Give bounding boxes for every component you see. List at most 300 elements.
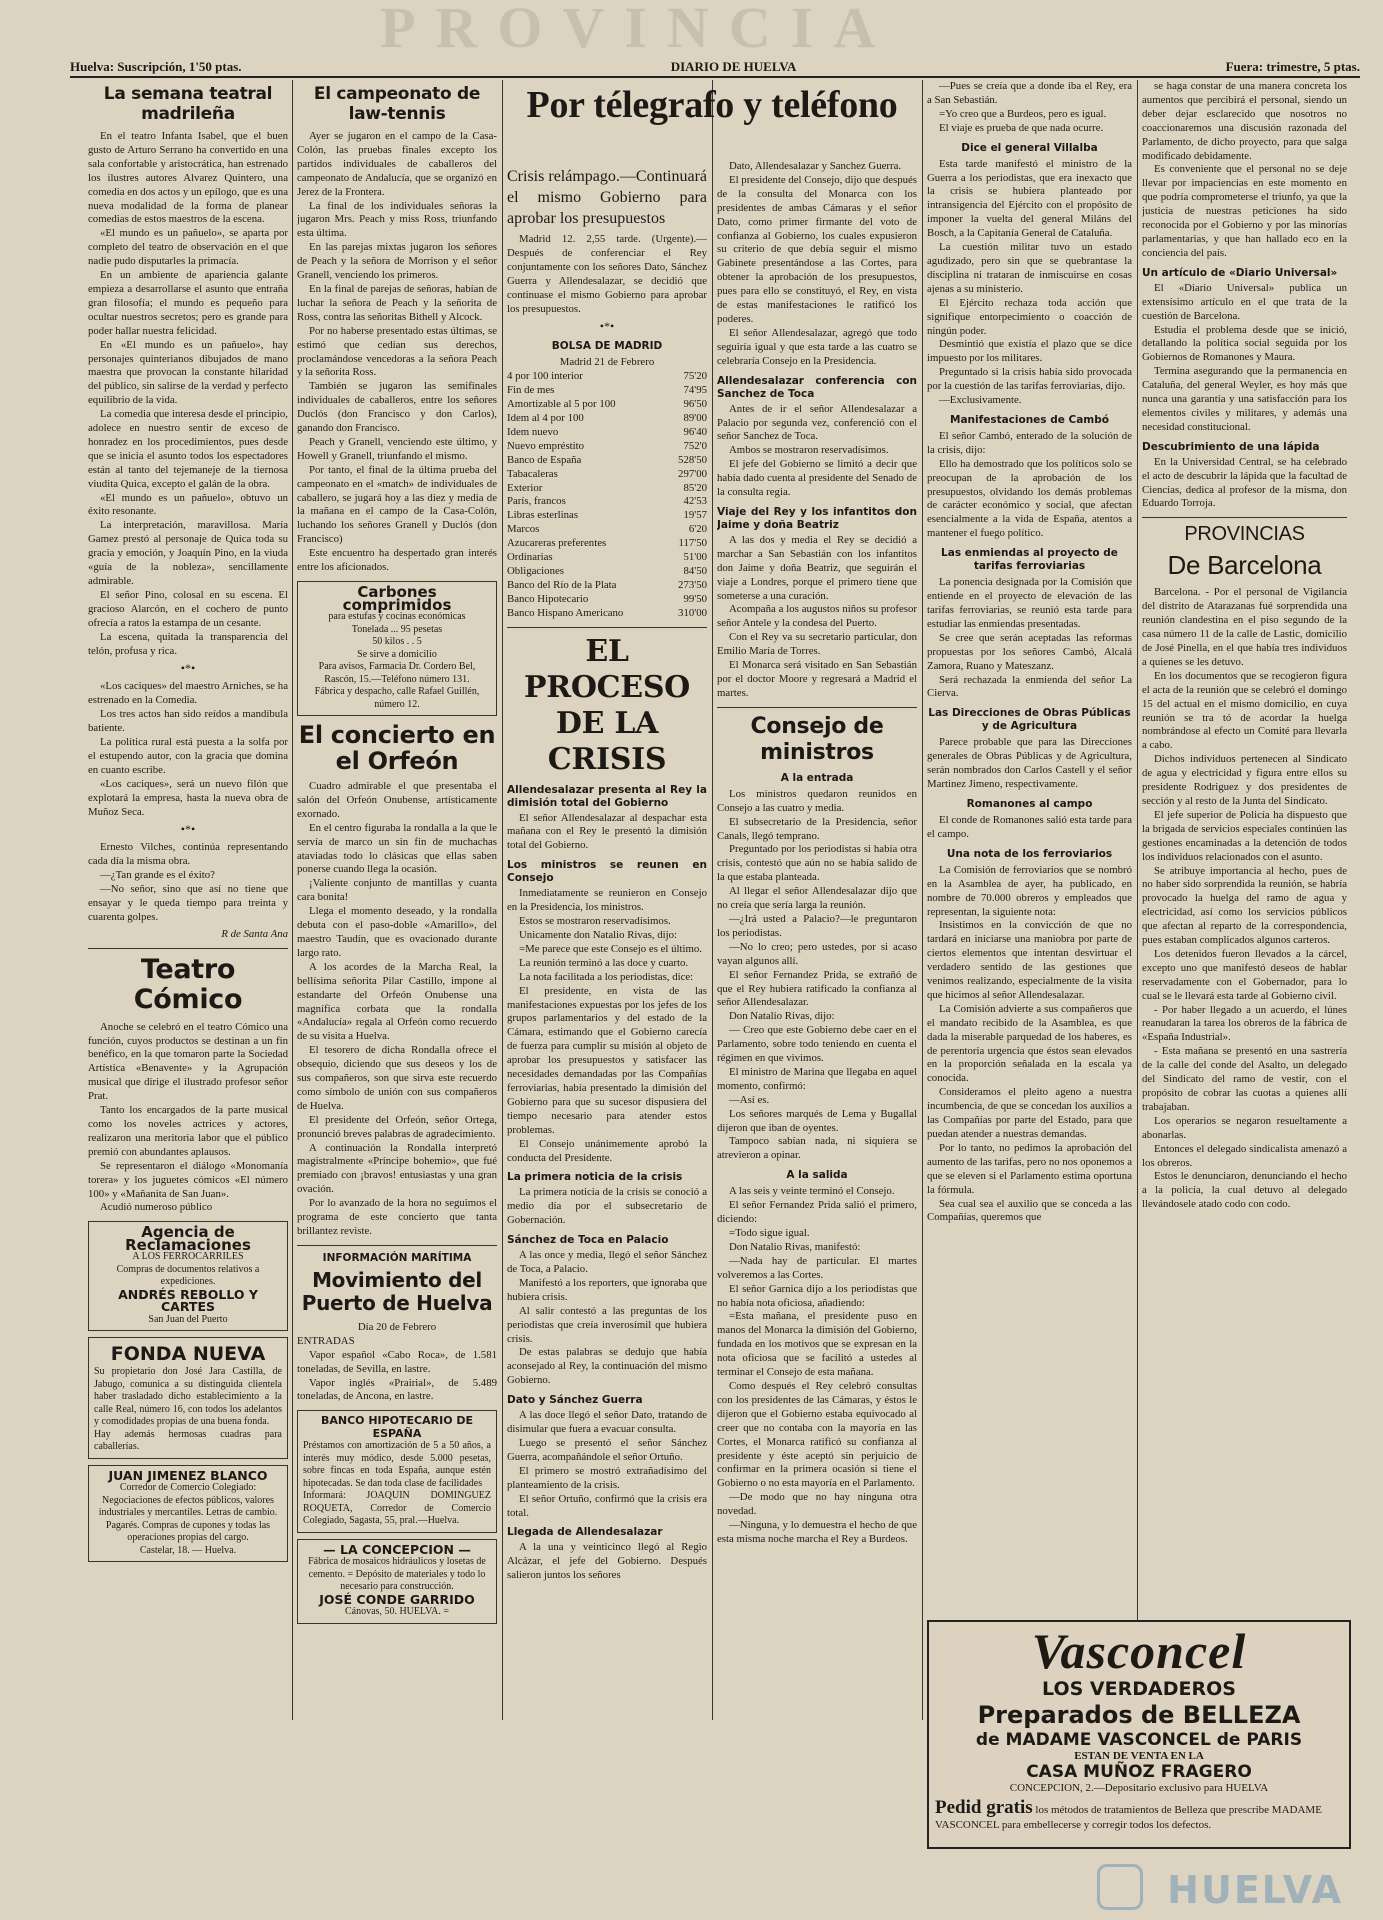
bolsa-value: 96'40 (683, 425, 707, 438)
paragraph: La cuestión militar tuvo un estado agudizado, pero sin que se quebrantase la disciplina ni trataran de inmiscuirse en cosas ajenas a su ministerio. (927, 241, 1132, 295)
library-logo-icon (1097, 1864, 1143, 1910)
article-body (927, 736, 1132, 792)
article-body (1142, 80, 1347, 261)
article-body (927, 158, 1132, 408)
paragraph: Será rechazada la enmienda del señor La Cierva. (927, 673, 1132, 700)
bolsa-row (507, 509, 707, 523)
bolsa-row (507, 523, 707, 537)
ad-concepcion (297, 1539, 497, 1624)
paragraph: Ernesto Vilches, continúa representando cada día la misma obra. (88, 841, 288, 868)
paragraph: «Los caciques», será un nuevo filón que explotará la empresa, hasta la nueva obra de Muñoz Seca. (88, 777, 288, 818)
bolsa-value: 99'50 (683, 592, 707, 605)
bolsa-row (507, 412, 707, 426)
paragraph: —De modo que no hay ninguna otra novedad. (717, 1491, 917, 1518)
bolsa-row (507, 468, 707, 482)
ad-addr: Castelar, 18. — Huelva. (139, 1544, 237, 1556)
bolsa-row (507, 454, 707, 468)
bolsa-value: 42'53 (683, 495, 707, 508)
paragraph: En el centro figuraba la rondalla a la que le servía de marco un sin fin de muchachas ataviadas todo lo clásicas que ellas saben ponerse cuando llega la ocasión. (297, 821, 497, 876)
paragraph: El «Diario Universal» publica un extensísimo artículo en el que trata de la cuestión de Barcelona. (1142, 281, 1347, 322)
bolsa-label: Banco de España (507, 453, 582, 466)
paragraph: =Me parece que este Consejo es el último. (519, 942, 702, 955)
paragraph: En los documentos que se recogieron figura el acta de la reunión que se celebró el domingo 15 del actual en el mismo domicilio, en cuya reunión se tra tó de acordar la huelga nombrándose al efecto un Comité para llevarla a cabo. (1142, 669, 1347, 752)
paragraph: El señor Pino, colosal en su escena. El gracioso Alarcón, en el cochero de punto ofrecía a ratos la estampa de un cesante. (88, 588, 288, 629)
paragraph: Ayer se jugaron en el campo de la Casa-Colón, las pruebas finales excepto los partidos individuales de caballeros del campeonato de Andalucía, que se organizó en Jerez de la Frontera. (297, 130, 497, 198)
subsection-title: Un artículo de «Diario Universal» (1142, 266, 1338, 279)
paragraph: —Pues se creía que a donde iba el Rey, era a San Sebastián. (927, 80, 1132, 106)
subsection-title: Llegada de Allendesalazar (507, 1526, 663, 1539)
section-label: A la salida (786, 1169, 848, 1182)
article-body (88, 130, 288, 658)
bolsa-row (507, 440, 707, 454)
ad-line: LOS VERDADEROS (1042, 1678, 1236, 1700)
bolsa-value: 84'50 (683, 564, 707, 577)
ad-banco (297, 1410, 497, 1533)
ad-title: FONDA NUEVA (110, 1343, 266, 1366)
paragraph: Llega el momento deseado, y la rondalla debuta con el paso-doble «Amarillo», del maestro Taudín, que es ovacionado durante largo rato. (297, 905, 497, 959)
bolsa-value: 96'50 (683, 398, 707, 411)
paragraph: La reunión terminó a las doce y cuarto. (519, 956, 689, 969)
paragraph: La comedia que interesa desde el principio, adolece en nuestro sentir de exceso de honradez en los procedimientos, pues desde que se inicia el asunto todos los espectadores están al tanto del tejemaneje de la tiernosa viudita Quica, excepto el galán de la obra. (88, 408, 288, 490)
paragraph: Con el Rey va su secretario particular, don Emilio María de Torres. (717, 631, 917, 658)
bolsa-value: 297'00 (678, 467, 707, 480)
article-title: El concierto en el Orfeón (298, 721, 496, 775)
ad-agencia (88, 1221, 288, 1331)
paragraph: Inmediatamente se reunieron en Consejo en la Presidencia, los ministros. (507, 887, 707, 914)
ad-line: Pedid gratis (935, 1797, 1033, 1818)
paragraph: El señor Ortuño, confirmó que la crisis era total. (507, 1492, 707, 1519)
bolsa-label: Nuevo empréstito (507, 439, 585, 452)
paragraph: El presidente del Consejo, dijo que después de la consulta del Monarca con los presidentes de ambas Cámaras y el señor Dato, como primer firmante del voto de confianza al Gobierno, los cuales expusieron su criterio de que debía seguir el mismo Gabinete presentándose a las Cortes, para obtener la aprobación de los presupuestos, pues para ello se constituyó, el Rey, en vista de estas manifestaciones le ratificó los poderes. (717, 173, 917, 325)
bolsa-value: 85'20 (683, 481, 707, 494)
paragraph: Consideramos el pleito ageno a nuestra incumbencia, de que se concedan los auxilios a las Compañías por parte del Estado, para que puedan atender a nuestras demandas. (927, 1086, 1132, 1140)
article-body (717, 403, 917, 500)
column-rule (502, 80, 503, 1720)
paragraph: En un ambiente de apariencia galante empieza a desarrollarse el asunto que entraña gran filosofía; el mundo es pequeño para ocultar nuestros secretos; pero es grande para poder hallar nuestra felicidad. (88, 269, 288, 337)
paragraph: =Esta mañana, el presidente puso en manos del Monarca la dimisión del Gobierno, fundada en los motivos que se expresan en la nota oficiosa que se facilitó a ustedes al terminar el Consejo de esta mañana. (717, 1310, 917, 1379)
paragraph: Anoche se celebró en el teatro Cómico una función, cuyos productos se destinan a un fin benéfico, en la que tomaron parte la Sociedad Artística «Benavente» y la Agrupación musical que dirige el ilustrado profesor señor Prat. (88, 1020, 288, 1103)
paragraph: Se representaron el diálogo «Monomanía torera» y los juguetes cómicos «El número 100» y «Mañanita de San Juan». (88, 1159, 288, 1200)
paragraph: Tampoco sabían nada, ni siquiera se atrevieron a opinar. (717, 1135, 917, 1162)
ad-vasconcel (927, 1620, 1351, 1849)
paragraph: Tanto los encargados de la parte musical como los noveles actrices y actores, realizaron una meritoria labor que el público premió con abundantes aplausos. (88, 1104, 288, 1158)
paragraph: De estas palabras se dedujo que había aconsejado al Rey, la continuación del mismo Gobierno. (507, 1346, 707, 1387)
bolsa-label: Banco Hipotecario (507, 592, 589, 605)
paragraph: Luego se presentó el señor Sánchez Guerra, acompañándole el señor Ortuño. (507, 1437, 707, 1463)
subheadline: Crisis relámpago.—Continuará el mismo Gobierno para aprobar los presupuestos (507, 168, 707, 227)
article-body (88, 1021, 288, 1216)
paragraph: - Por haber llegado a un acuerdo, el lúnes reanudaran la tarea los obreros de la fábrica de «España Industrial». (1142, 1003, 1347, 1044)
paragraph: Cuadro admirable el que presentaba el salón del Orfeón Onubense, artísticamente exornado. (297, 780, 497, 820)
paragraph: El presidente del Orfeón, señor Ortega, pronunció breves palabras de agradecimiento. (297, 1113, 497, 1140)
column-rule (922, 80, 923, 1720)
bolsa-row (507, 607, 707, 621)
bolsa-label: Banco Hispano Americano (507, 606, 624, 619)
ad-line (929, 1797, 1349, 1831)
ad-title: BANCO HIPOTECARIO DE ESPAÑA (320, 1414, 474, 1440)
paragraph: En «El mundo es un pañuelo», hay personajes quinterianos dibujados de mano maestra que provocan la constante hilaridad del público, sin salirse de la verdad y perfecto equilibrio de la vida. (88, 338, 288, 407)
bolsa-label: Banco del Río de la Plata (507, 578, 617, 591)
bolsa-row (507, 398, 707, 412)
subsection-title: Los ministros se reunen en Consejo (507, 859, 707, 885)
article-title: EL PROCESO DE LA CRISIS (523, 633, 691, 777)
ad-line: Fábrica y despacho, calle Rafael Guillén, número 12. (314, 686, 480, 710)
paragraph: Peach y Granell, venciendo este último, y Howell y Granell, triunfando el mismo. (297, 435, 497, 462)
paragraph: Desmintió que existía el plazo que se dice impuesto por los militares. (927, 338, 1132, 365)
bolsa-label: Amortizable al 5 por 100 (507, 398, 616, 411)
paragraph: —¿Tan grande es el éxito? (100, 869, 215, 882)
article-title: El campeonato de law-tennis (313, 84, 481, 124)
divider (297, 1245, 497, 1246)
signature: R de Santa Ana (221, 927, 288, 940)
paragraph: ¡Valiente conjunto de mantillas y cuanta cara bonita! (297, 877, 497, 904)
ad-title: — LA CONCEPCION — (323, 1541, 471, 1557)
separator-dots: •*• (599, 319, 615, 334)
divider (88, 948, 288, 949)
paragraph: Acudió numeroso público (100, 1201, 213, 1214)
paragraph: Dato, Allendesalazar y Sanchez Guerra. (729, 160, 902, 172)
paragraph: —Así es. (729, 1093, 770, 1106)
article-body (88, 841, 288, 924)
paragraph: Don Natalio Rivas, manifestó: (729, 1240, 861, 1253)
paragraph: Al salir contestó a las preguntas de los periodistas que creía inverosímil que hubiera crisis. (507, 1304, 707, 1345)
ad-body: Negociaciones de efectos públicos, valores industriales y mercantiles. Letras de cambio. Pagarés. Compras de cupones y todas las operaciones propias del cargo. (98, 1494, 278, 1544)
paragraph: —No señor, sino que así no tiene que ensayar y le queda tiempo para treinta y cuarenta golpes. (88, 883, 288, 923)
paragraph: La interpretación, maravillosa. María Gamez prestó al personaje de Quica toda su gracia y emoción, y Joaquín Pino, en la viuda «guía de la nobleza», sencillamente admirable. (88, 519, 288, 587)
bolsa-row (507, 482, 707, 496)
subsection-title: Sánchez de Toca en Palacio (507, 1234, 669, 1247)
paragraph: El Ejército rechaza toda acción que signifique entorpecimiento o coacción de ningún poder. (927, 296, 1132, 337)
paragraph: Los señores marqués de Lema y Bugallal dijeron que iban de oyentes. (717, 1107, 917, 1134)
paragraph: Don Natalio Rivas, dijo: (729, 1010, 835, 1023)
column-rule (1137, 80, 1138, 1720)
article-body (507, 1409, 707, 1520)
paragraph: Este encuentro ha despertado gran interés entre los aficionados. (297, 547, 497, 574)
article-body (1142, 282, 1347, 435)
paragraph: —Ninguna, y lo demuestra el hecho de que esta misma noche marcha el Rey a Burdeos. (717, 1519, 917, 1545)
bolsa-row (507, 370, 707, 384)
paragraph: A las doce llegó el señor Dato, tratando de disimular que fuera a evacuar consulta. (507, 1409, 707, 1436)
article-body (1142, 456, 1347, 512)
article-body (297, 780, 497, 1239)
puerto-date: Día 20 de Febrero (357, 1320, 437, 1333)
article-title: La semana teatral madrileña (103, 84, 273, 124)
bolsa-label: Obligaciones (507, 564, 564, 577)
ad-addr: Cánovas, 50. HUELVA. = (345, 1606, 449, 1618)
paragraph: El viaje es prueba de que nada ocurre. (939, 121, 1104, 134)
article-body (1142, 586, 1347, 1212)
section-label: Romanones al campo (966, 797, 1093, 810)
paragraph: Se atribuye importancia al hecho, pues de no haber sido sorprendida la reunión, se habría provocado la huelga del ramo de agua y electricidad, así como los servicios públicos que afectan al reparto de la correspondencia, pues estaban complicados algunos carteros. (1142, 864, 1347, 947)
ad-sub: A LOS FERROCARRILES (132, 1251, 244, 1263)
paragraph: —Nada hay de particular. El martes volveremos a las Cortes. (717, 1254, 917, 1281)
bolsa-value: 51'00 (683, 551, 707, 564)
bolsa-value: 6'20 (688, 523, 707, 536)
article-body (507, 887, 707, 1165)
section-label: Manifestaciones de Cambó (950, 413, 1109, 426)
paragraph: Se cree que serán aceptadas las reformas propuestas por los señores Cambó, Alcalá Zamora, Ruano y Mateszanz. (927, 631, 1132, 672)
paragraph: —¿Irá usted a Palacio?—le preguntaron los periodistas. (717, 912, 917, 939)
paragraph: A las once y media, llegó el señor Sánchez de Toca, a Palacio. (507, 1249, 707, 1276)
main-headline: Por télegrafo y teléfono (526, 84, 898, 126)
paragraph: —No lo creo; pero ustedes, por si acaso vayan algunos allí. (717, 940, 917, 967)
bolsa-value: 117'50 (678, 537, 707, 550)
paragraph: Ambos se mostraron reservadísimos. (729, 444, 889, 457)
paragraph: También se jugaron las semifinales individuales de caballeros, entre los señores Duclós (don Francisco y don Carlos), ganando don Francisco. (297, 380, 497, 435)
bolsa-row (507, 426, 707, 440)
bolsa-value: 75'20 (683, 370, 707, 383)
ad-line: CASA MUÑOZ FRAGERO (1026, 1762, 1252, 1782)
masthead-right: Fuera: trimestre, 5 ptas. (1225, 59, 1360, 74)
bolsa-label: Idem al 4 por 100 (507, 411, 584, 424)
paragraph: Por no haberse presentado estas últimas, se estimó que cedían sus derechos, proclamándose vencedoras a la señora Peach y la señorita Ross. (297, 324, 497, 379)
paragraph: Preguntado por los periodistas si había otra crisis, contestó que aún no se había salido de la que estaba planteada. (717, 843, 917, 884)
paragraph: La nota facilitada a los periodistas, dice: (519, 970, 694, 983)
paragraph: Manifestó a los reporters, que ignoraba que hubiera crisis. (507, 1276, 707, 1303)
paragraph: Ello ha demostrado que los políticos solo se preocupan de la aprobación de los presupuestos, olvidando los demás problemas de carácter económico y social, que afectan esencialmente a la vida de España, atentos a mantener el fuego político. (927, 457, 1132, 540)
paragraph: En las parejas mixtas jugaron los señores de Peach y la señora de Morrison y el señor Granell, venciendo los primeros. (297, 241, 497, 282)
paragraph: Estos se mostraron reservadísimos. (519, 915, 671, 928)
paragraph: El Consejo unánimemente aprobó la conducta del Presidente. (507, 1137, 707, 1164)
paragraph: En la final de parejas de señoras, habían de luchar la señora de Peach y la señorita de Ross, contra las señoritas Bithell y Alcock. (297, 282, 497, 323)
ad-line: ESTAN DE VENTA EN LA (1074, 1750, 1204, 1762)
ad-line: Para avisos, Farmacia Dr. Cordero Bel, Rascón, 15.—Teléfono número 131. (318, 661, 476, 685)
subsection-title: Viaje del Rey y los infantitos don Jaime y doña Beatriz (717, 505, 917, 531)
puerto-entradas: ENTRADAS (297, 1334, 355, 1347)
bolsa-value: 74'95 (683, 384, 707, 397)
section-label: BOLSA DE MADRID (551, 340, 663, 353)
article-body (717, 788, 917, 1163)
article-body (717, 534, 917, 701)
paragraph: —Exclusivamente. (939, 394, 1022, 407)
paragraph: Barcelona. - Por el personal de Vigilancia del distrito de Atarazanas fué sorprendida una reunión clandestina en el piso segundo de la casa número 11 de la calle de Lastic, domicilio de José Pinella, en el que había tres individuos a quienes se les detuvo. (1142, 586, 1347, 668)
paragraph: Dichos individuos pertenecen al Sindicato de agua y electricidad y figura entre ellos su presidente Rodriguez y dos presidentes de sección y al resto de la Junta del Sindicato. (1142, 753, 1347, 807)
ad-title: Agencia de Reclamaciones (125, 1223, 251, 1254)
ad-role: Corredor de Comercio Colegiado: (119, 1482, 257, 1494)
section-title: PROVINCIAS (1184, 523, 1305, 546)
puerto-entry: Vapor español «Cabo Roca», de 1.581 toneladas, de Sevilla, en lastre. (297, 1348, 497, 1375)
section-label: A la entrada (780, 771, 854, 784)
paragraph: Termina asegurando que la permanencia en Cataluña, del general Weyler, es hoy más que nunca una garantía y una satisfacción para los elementos civiles y militares, y además una necesidad constitucional. (1142, 365, 1347, 433)
bolsa-label: Idem nuevo (507, 425, 559, 438)
puerto-entry: Vapor inglés «Prairial», de 5.489 toneladas, de Ancona, en lastre. (297, 1376, 497, 1403)
ad-brand-logo: Vasconcel (1031, 1623, 1247, 1679)
separator-dots: •*• (180, 661, 196, 676)
divider (717, 707, 917, 708)
divider (1142, 517, 1347, 518)
article-body (927, 80, 1132, 136)
ad-line: CONCEPCION, 2.—Depositario exclusivo para HUELVA (1009, 1782, 1269, 1794)
bolsa-value: 528'50 (678, 453, 707, 466)
paragraph: Los ministros quedaron reunidos en Consejo a las cuatro y media. (717, 787, 917, 814)
watermark: HUELVA (1167, 1868, 1343, 1912)
column-rule (292, 80, 293, 1720)
paragraph: La política rural está puesta a la solfa por el estupendo autor, con la gracia que domina en cuanto escribe. (88, 735, 288, 776)
ad-name: JUAN JIMENEZ BLANCO (108, 1467, 268, 1483)
ad-line: Tonelada ... 95 pesetas (351, 623, 443, 635)
ad-title: Carbones comprimidos (342, 583, 452, 614)
masthead-center: DIARIO DE HUELVA (670, 59, 797, 74)
paragraph: El jefe del Gobierno se limitó a decir que había dado cuenta al presidente del Senado de la consulta regia. (717, 458, 917, 499)
paragraph: — Creo que este Gobierno debe caer en el Parlamento, sobre todo teniendo en cuenta el régimen en que vivimos. (717, 1024, 917, 1065)
paragraph: El señor Allendesalazar, agregó que todo seguiría igual y que esta tarde a las cuatro se celebraría Consejo en la Presidencia. (717, 326, 917, 367)
article-body (88, 680, 288, 819)
column-rule (712, 80, 713, 1720)
paragraph: Sea cual sea el auxilio que se conceda a las Compañías, queremos que (927, 1197, 1132, 1224)
bolsa-label: Libras esterlinas (507, 509, 579, 522)
paragraph: Es conveniente que el personal no se deje llevar por impaciencias en este momento en que podría comprometerse el triunfo, ya que la justicia de nuestras peticiones ha sido reconocida por el Gobierno y por las minorías parlamentarias, y que han hallado eco en la conciencia del país. (1142, 163, 1347, 259)
ad-line: Preparados de BELLEZA (977, 1701, 1301, 1729)
dispatch: Madrid 12. 2,55 tarde. (Urgente).— Después de conferenciar el Rey conjuntamente con los señores Dato, Sánchez Guerra y Allendesalazar, se decidió que continuase el mismo Gobierno para aprobar los presupuestos. (507, 233, 707, 315)
paragraph: Por tanto, el final de la última prueba del campeonato en el «match» de individuales de caballero, se jugará hoy a las diez y media de la mañana en el campo de la Casa-Colón, luchando los señores Granell y Duclós (don Francisco) (297, 463, 497, 546)
bolsa-row (507, 593, 707, 607)
article-body (507, 1249, 707, 1388)
ad-body: Su propietario don José Jara Castilla, de Jabugo, comunica a su distinguida clientela haber trasladado dicho establecimiento a la calle Real, número 16, con todos los adelantos y comodidades propias de una buena fonda. (94, 1366, 282, 1428)
paragraph: Los tres actos han sido reídos a mandíbula batiente. (88, 708, 288, 735)
paragraph: Estos le denunciaron, denunciando el hecho a la policía, la cual detuvo al delegado llevándosele atado codo con codo. (1142, 1170, 1347, 1211)
paragraph: Unicamente don Natalio Rivas, dijo: (519, 929, 678, 941)
bolsa-table (507, 370, 707, 620)
paragraph: El conde de Romanones salió esta tarde para el campo. (927, 813, 1132, 840)
bolsa-row (507, 537, 707, 551)
ad-info: Informará: JOAQUIN DOMINGUEZ ROQUETA, Corredor de Comercio Colegiado, Sagasta, 55, pral.—Huelva. (303, 1490, 491, 1527)
paragraph: A los acordes de la Marcha Real, la bellísima señorita Pilar Castillo, impone al estandarte del Orfeón Onubense una magnífica corbata que la rondalla «Andalucía» regala al Orfeón como recuerdo de su visita a Huelva. (297, 960, 497, 1043)
paragraph: El presidente, en vista de las manifestaciones expuestas por los jefes de los grupos parlamentarios y del estado de la Cámara, estimando que el Gobierno carecía de fuerza para cumplir su misión al objeto de aprobar los presupuestos y satisfacer las necesidades demandadas por las Compañías ferroviarias, había presentado la dimisión del Gobierno para que su sucesor dispusiera del tiempo necesario para atender estos problemas. (507, 984, 707, 1136)
bolsa-row (507, 384, 707, 398)
subsection-title: Descubrimiento de una lápida (1142, 440, 1320, 453)
paragraph: En la Universidad Central, se ha celebrado el acto de descubrir la lápida que la facultad de Ciencias, dedica al profesor de la misma, don Eduardo Torroja. (1142, 455, 1347, 510)
paragraph: - Esta mañana se presentó en una sastrería de la calle del conde del Asalto, un delegado del Sindicato del ramo de vestir, con el propósito de cobrar las cuotas a quienes allí trabajaban. (1142, 1045, 1347, 1113)
paragraph: Entonces el delegado sindicalista amenazó a los obreros. (1142, 1142, 1347, 1169)
paragraph: Insistimos en la convicción de que no tardará en iniciarse una maniobra por parte de ciertos elementos que intentan desvirtuar el verdadero sentido de las gestiones que venimos realizando, especialmente de la visita que hicimos al señor Allendesalazar. (927, 919, 1132, 1001)
ad-line: 50 kilos . . 5 (372, 636, 422, 647)
paragraph: El subsecretario de la Presidencia, señor Canals, llegó temprano. (717, 815, 917, 842)
bolsa-label: 4 por 100 interior (507, 370, 583, 383)
paragraph: «Los caciques» del maestro Arniches, se ha estrenado en la Comedia. (88, 680, 288, 707)
paragraph: =Todo sigue igual. (729, 1227, 810, 1239)
paragraph: El señor Fernandez Prida salió el primero, diciendo: (717, 1199, 917, 1226)
column-1 (88, 80, 288, 1840)
paragraph: Estudia el problema desde que se inició, detallando la política social seguida por los Gobiernos de Romanones y Maura. (1142, 323, 1347, 364)
paragraph: El señor Cambó, enterado de la solución de la crisis, dijo: (927, 429, 1132, 456)
paragraph: La final de los individuales señoras la jugaron Mrs. Peach y miss Ross, triunfando esta última. (297, 199, 497, 240)
bolsa-label: París, francos (507, 495, 566, 508)
bolsa-row (507, 579, 707, 593)
article-body (927, 814, 1132, 842)
paragraph: El Monarca será visitado en San Sebastián por el doctor Moore y regresará a Madrid el martes. (717, 659, 917, 699)
paragraph: «El mundo es un pañuelo», se aparta por completo del teatro de observación en el que nadie pudo disputarles la primacía. (88, 227, 288, 268)
column-6 (1142, 80, 1347, 1610)
bolsa-value: 89'00 (683, 411, 707, 424)
paragraph: Por lo avanzado de la hora no seguimos el programa de este concierto que tanta brillantez reviste. (297, 1197, 497, 1237)
section-title: De Barcelona (1167, 550, 1322, 581)
article-body (927, 576, 1132, 701)
ad-name: ANDRÉS REBOLLO Y CARTES (118, 1286, 258, 1315)
ad-line: los métodos de tratamientos de Belleza que prescribe MADAME VASCONCEL para embellecerse y corregir todos los defectos. (935, 1804, 1322, 1831)
paragraph: La Comisión de ferroviarios que se nombró en la Asamblea de ayer, ha publicado, en nombre de 70.000 obreros y empleados que representan, la siguiente nota: (927, 863, 1132, 918)
paragraph: Parece probable que para las Direcciones generales de Obras Públicas y de Agricultura, serán nombrados don Carlos Castell y el señor Martinez Jimeno, respectivamente. (927, 736, 1132, 791)
paragraph: A las seis y veinte terminó el Consejo. (729, 1185, 895, 1198)
subsection-title: Allendesalazar conferencia con Sanchez de Toca (717, 374, 917, 400)
paragraph: A continuación la Rondalla interpretó magistralmente «Príncipe bohemio», que fué premiado con ¡bravos! entusiastas y una gran ovación. (297, 1141, 497, 1196)
column-2 (297, 80, 497, 1820)
ad-extra: Hay además hermosas cuadras para caballerías. (94, 1428, 282, 1453)
ad-addr: San Juan del Puerto (148, 1313, 228, 1325)
paragraph: Antes de ir el señor Allendesalazar a Palacio por segunda vez, conferenció con el señor Sanchez de Toca. (717, 402, 917, 443)
paragraph: El señor Fernandez Prida, se extrañó de que el Rey hubiera ratificado la confianza al señor Allendesalazar. (717, 968, 917, 1009)
bolsa-label: Ordinarias (507, 551, 553, 564)
bolsa-label: Azucareras preferentes (507, 537, 607, 550)
article-body (927, 430, 1132, 541)
ad-line: Se sirve a domicilio (357, 648, 437, 660)
paragraph: Como después el Rey celebró consultas con los presidentes de las Cámaras, y éstos le dijeron que el Gobierno estaba equivocado al creer que no contaba con la mayoría en las Cortes, el Monarca ratificó su confianza al presidente y éste aceptó sin perjuicio de confirmar en la primera ocasión si tiene el Gobierno o no esta mayoría en el Parlamento. (717, 1379, 917, 1490)
section-label: Dice el general Villalba (961, 141, 1098, 154)
bolsa-label: Fin de mes (507, 384, 555, 397)
bolsa-row (507, 495, 707, 509)
subsection-title: Dato y Sánchez Guerra (507, 1394, 643, 1407)
masthead (70, 58, 1360, 78)
subsection-title: La primera noticia de la crisis (507, 1171, 683, 1184)
ghost-print: PROVINCIA (380, 0, 896, 60)
paragraph: La escena, quitada la transparencia del telón, profusa y rica. (88, 630, 288, 657)
bolsa-row (507, 551, 707, 565)
paragraph: Acompaña a los augustos niños su profesor señor Antele y la condesa del Puerto. (717, 603, 917, 630)
divider (507, 627, 707, 628)
paragraph: se haga constar de una manera concreta los aumentos que percibirá el personal, siendo un deber dejar esclarecido que nosotros no coaccionaremos una discusión razonada del Parlamento, de dicho proyecto, para que salga modificado debidamente. (1142, 80, 1347, 162)
section-label: Las Direcciones de Obras Públicas y de Agricultura (928, 707, 1131, 733)
paragraph: La primera noticia de la crisis se conoció a medio día por el subsecretario de Gobernación. (507, 1186, 707, 1227)
bolsa-value: 273'50 (678, 578, 707, 591)
paragraph: En el teatro Infanta Isabel, que el buen gusto de Arturo Serrano ha convertido en una sala confortable y aristocrática, han estrenado los ilustres autores Alvarez Quintero, una comedia en dos actos y un epílogo, que es una nueva modalidad de la forma de planear comedias de estos maestros de la escena. (88, 130, 288, 226)
paragraph: El señor Garnica dijo a los periodistas que no había nota oficiosa, añadiendo: (717, 1282, 917, 1309)
paragraph: Preguntado si la crisis había sido provocada por la cuestión de las tarifas ferroviarias, dijo. (927, 366, 1132, 393)
article-title: Movimiento del Puerto de Huelva (301, 1267, 493, 1315)
masthead-left: Huelva: Suscripción, 1'50 ptas. (70, 59, 242, 74)
bolsa-value: 310'00 (678, 606, 707, 619)
paragraph: Al llegar el señor Allendesalazar dijo que no creía que sería larga la reunión. (717, 885, 917, 912)
paragraph: La Comisión advierte a sus compañeros que el mandato recibido de la Asamblea, es que dada la miserable parquedad de los haberes, es de perentoria urgencia que éstos sean elevados en la proporción señalada en la escala ya conocida. (927, 1002, 1132, 1085)
bolsa-label: Marcos (507, 523, 540, 536)
paragraph: El jefe superior de Policía ha dispuesto que la brigada de servicios especiales continúen las gestiones encaminadas a la detención de todos los individuos relacionados con el asunto. (1142, 808, 1347, 863)
paragraph: A las dos y media el Rey se decidió a marchar a San Sebastián con los infantitos don Jaime y doña Beatriz, que seguirán el viaje a Londres, porque el primero tiene que someterse a una curación. (717, 533, 917, 602)
bolsa-date: Madrid 21 de Febrero (559, 356, 655, 369)
bolsa-label: Tabacaleras (507, 467, 558, 480)
paragraph: El tesorero de dicha Rondalla ofrece el obsequio, diciendo que sus deseos y los de sus compañeros, son que sirva este recuerdo como símbolo de unión con sus compañeros de Huelva. (297, 1044, 497, 1112)
paragraph: El señor Allendesalazar al despachar esta mañana con el Rey le presentó la dimisión total del Gobierno. (507, 811, 707, 852)
section-label: INFORMACIÓN MARÍTIMA (322, 1251, 472, 1264)
ad-line: para estufas y cocinas económicas (328, 611, 466, 622)
article-body (297, 130, 497, 575)
bolsa-value: 19'57 (683, 509, 707, 522)
column-3-body (507, 160, 707, 1820)
ad-line: de MADAME VASCONCEL de PARIS (975, 1730, 1303, 1750)
paragraph: «El mundo es un pañuelo», obtuvo un éxito resonante. (88, 491, 288, 518)
section-label: Las enmiendas al proyecto de tarifas ferroviarias (941, 547, 1118, 573)
ad-fonda (88, 1337, 288, 1459)
ad-carbones (297, 581, 497, 716)
bolsa-label: Exterior (507, 481, 543, 494)
column-5 (927, 80, 1132, 1610)
article-body (717, 1185, 917, 1547)
paragraph: Los detenidos fueron llevados a la cárcel, excepto uno que manifestó deseos de hablar reservadamente con el Gobernador, para lo cual se le llevará esta tarde al Gobierno civil. (1142, 947, 1347, 1002)
paragraph: El primero se mostró extrañadísimo del planteamiento de la crisis. (507, 1464, 707, 1491)
section-label: Una nota de los ferroviarios (946, 847, 1113, 860)
article-title: Teatro Cómico (133, 953, 243, 1015)
article-body (717, 174, 917, 369)
ad-body: Fábrica de mosaicos hidráulicos y losetas de cemento. = Depósito de materiales y todo lo necesario para construcción. (308, 1556, 486, 1593)
paragraph: El ministro de Marina que llegaba en aquel momento, confirmó: (717, 1065, 917, 1092)
ad-body: Préstamos con amortización de 5 a 50 años, a interés muy módico, desde 5.000 pesetas, sobre fincas en toda España, aunque estén hipotecadas. Se dan toda clase de facilidades (303, 1440, 491, 1489)
